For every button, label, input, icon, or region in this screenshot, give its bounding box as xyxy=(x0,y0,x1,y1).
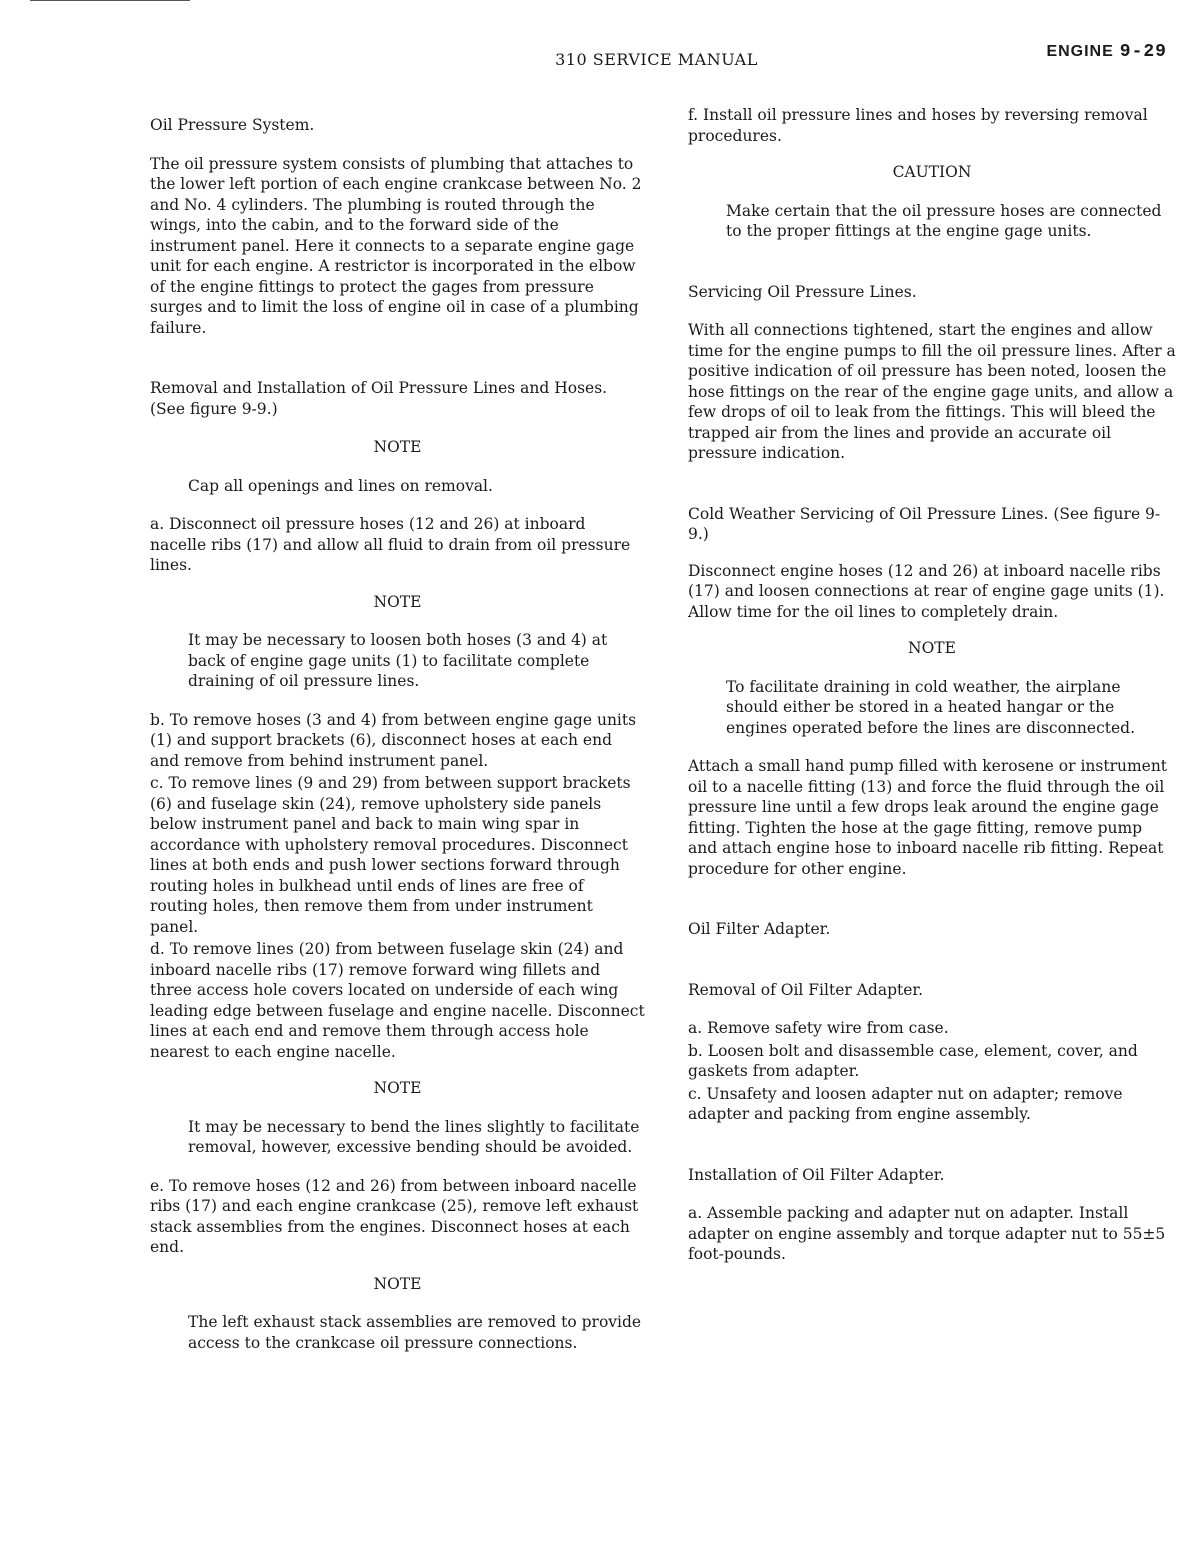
removal-heading: Removal and Installation of Oil Pressure Lines and Hoses. (See figure 9-9.) xyxy=(150,379,608,418)
servicing-heading: Servicing Oil Pressure Lines. xyxy=(688,282,917,301)
note-text: It may be necessary to loosen both hoses (3 and 4) at back of engine gage units (1) to facilitate complete draining of oil pressure lines. xyxy=(188,631,608,690)
caution-text: Make certain that the oil pressure hoses are connected to the proper fittings at the engine gage units. xyxy=(726,201,1162,240)
note-label: NOTE xyxy=(373,1079,422,1097)
filter-removal-step-c: c. Unsafety and loosen adapter nut on adapter; remove adapter and packing from engine assembly. xyxy=(688,1084,1123,1123)
step-e: e. To remove hoses (12 and 26) from between inboard nacelle ribs (17) and each engine crankcase (25), remove left exhaust stack assemblies from the engines. Disconnect hoses at each end. xyxy=(150,1176,639,1256)
step-a: a. Disconnect oil pressure hoses (12 and 26) at inboard nacelle ribs (17) and allow all fluid to drain from oil pressure lines. xyxy=(150,515,631,574)
manual-title: 310 SERVICE MANUAL xyxy=(555,50,758,69)
oil-pressure-paragraph: The oil pressure system consists of plumbing that attaches to the lower left portion of each engine crankcase between No. 2 and No. 4 cylinders. The plumbing is routed through the wings, into the cabin, and to the forward side of the instrument panel. Here it connects to a separate engine gage unit for each engine. A restrictor is incorporated in the elbow of the engine fittings to protect the gages from pressure surges and to limit the loss of engine oil in case of a plumbing failure. xyxy=(150,154,642,337)
note-label: NOTE xyxy=(908,639,956,657)
filter-removal-heading: Removal of Oil Filter Adapter. xyxy=(688,980,924,999)
step-b: b. To remove hoses (3 and 4) from between engine gage units (1) and support brackets (6), disconnect hoses at each end and remove from behind instrument panel. xyxy=(150,710,637,770)
step-d: d. To remove lines (20) from between fuselage skin (24) and inboard nacelle ribs (17) remove forward wing fillets and three access hole covers located on underside of each wing leading edge between fuselage and engine nacelle. Disconnect lines at each end and remove them through access hole nearest to each engine nacelle. xyxy=(150,940,645,1061)
note-text: It may be necessary to bend the lines slightly to facilitate removal, however, excessive bending should be avoided. xyxy=(188,1117,640,1156)
cold-weather-heading: Cold Weather Servicing of Oil Pressure Lines. (See figure 9-9.) xyxy=(688,504,1161,543)
step-c: c. To remove lines (9 and 29) from between support brackets (6) and fuselage skin (24), remove upholstery side panels below instrument panel and back to main wing spar in accordance with upholstery removal procedures. Disconnect lines at both ends and push lower sections forward through routing holes in bulkhead until ends of lines are free of routing holes, then remove them from under instrument panel. xyxy=(150,774,631,936)
note-label: NOTE xyxy=(373,592,422,611)
step-f: f. Install oil pressure lines and hoses by reversing removal procedures. xyxy=(688,106,1148,145)
oil-filter-heading: Oil Filter Adapter. xyxy=(688,920,831,938)
note-text: To facilitate draining in cold weather, the airplane should either be stored in a heated hangar or the engines operated before the lines are disconnected. xyxy=(726,677,1136,737)
note-text: Cap all openings and lines on removal. xyxy=(188,476,493,495)
page-header xyxy=(1046,42,1167,63)
filter-install-step-a: a. Assemble packing and adapter nut on adapter. Install adapter on engine assembly and torque adapter nut to 55±5 foot-pounds. xyxy=(688,1204,1166,1263)
page-number: 9-29 xyxy=(1119,42,1167,62)
note-label: NOTE xyxy=(373,1274,422,1293)
top-rule xyxy=(30,0,190,1)
section-name: ENGINE xyxy=(1046,43,1114,60)
oil-pressure-heading: Oil Pressure System. xyxy=(150,116,315,134)
filter-install-heading: Installation of Oil Filter Adapter. xyxy=(688,1165,945,1184)
filter-removal-step-a: a. Remove safety wire from case. xyxy=(688,1019,949,1037)
note-text: The left exhaust stack assemblies are removed to provide access to the crankcase oil pressure connections. xyxy=(188,1313,642,1352)
cold-weather-paragraph: Disconnect engine hoses (12 and 26) at inboard nacelle ribs (17) and loosen connections at rear of engine gage units (1). Allow time for the oil lines to completely drain. xyxy=(688,561,1165,621)
note-label: NOTE xyxy=(373,438,422,456)
attach-paragraph: Attach a small hand pump filled with kerosene or instrument oil to a nacelle fitting (13) and force the fluid through the oil pressure line until a few drops leak around the engine gage fitting. Tighten the hose at the gage fitting, remove pump and attach engine hose to inboard nacelle rib fitting. Repeat procedure for other engine. xyxy=(688,757,1168,878)
left-column xyxy=(150,115,645,1371)
right-column xyxy=(688,105,1176,1281)
servicing-paragraph: With all connections tightened, start the engines and allow time for the engine pumps to fill the oil pressure lines. After a positive indication of oil pressure has been noted, loosen the hose fittings on the rear of the engine gage units, and allow a few drops of oil to leak from the fittings. This will bleed the trapped air from the lines and provide an accurate oil pressure indication. xyxy=(688,321,1176,462)
filter-removal-step-b: b. Loosen bolt and disassemble case, element, cover, and gaskets from adapter. xyxy=(688,1041,1138,1080)
caution-label: CAUTION xyxy=(892,163,972,181)
